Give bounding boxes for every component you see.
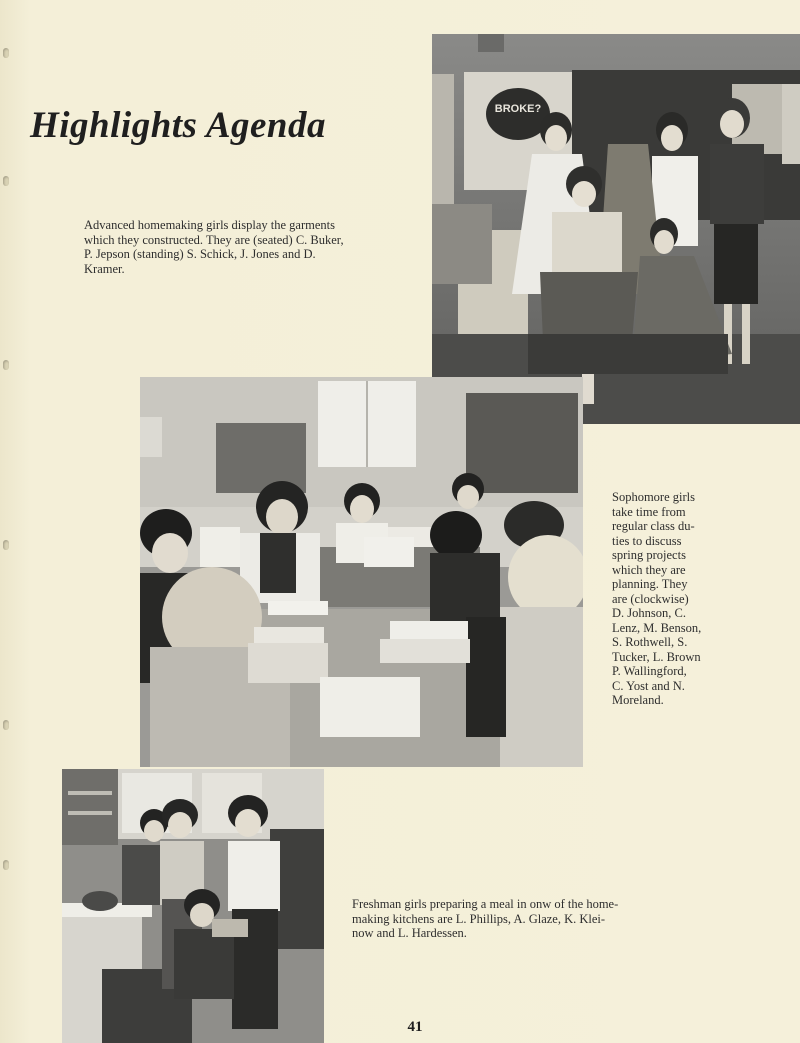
caption-line: P. Jepson (standing) S. Schick, J. Jones and D. [84, 247, 316, 261]
caption-line: regular class du- [612, 519, 695, 533]
caption-line: Moreland. [612, 693, 664, 707]
caption-line: which they are [612, 562, 686, 577]
caption-line: Advanced homemaking girls display the garments [84, 218, 335, 232]
caption-line: S. Rothwell, S. [612, 635, 688, 649]
caption-line: which they constructed. They are (seated) C. Buker, [84, 232, 344, 247]
caption-line: planning. They [612, 577, 688, 591]
caption-line: spring projects [612, 548, 686, 562]
caption-sophomore [612, 490, 730, 708]
caption-line: Sophomore girls [612, 490, 695, 504]
photo-garments-display [432, 34, 800, 424]
poster-text: BROKE? [494, 103, 542, 115]
caption-line: P. Wallingford, [612, 664, 687, 678]
photo-freshman-kitchen [62, 769, 324, 1043]
caption-garments [84, 218, 414, 276]
caption-line: take time from [612, 504, 686, 519]
photo-kitchen-image [62, 769, 324, 1043]
page-title: Highlights Agenda [30, 105, 327, 146]
photo-sophomore-image [140, 377, 583, 767]
caption-line: D. Johnson, C. [612, 606, 686, 620]
binder-hole [3, 860, 9, 870]
caption-freshman [352, 897, 682, 941]
caption-line: now and L. Hardessen. [352, 926, 467, 940]
caption-line: making kitchens are L. Phillips, A. Glaze, K. Klei- [352, 911, 606, 926]
caption-line: Kramer. [84, 261, 125, 276]
caption-line: Lenz, M. Benson, [612, 620, 702, 635]
caption-line: Tucker, L. Brown [612, 649, 701, 664]
binder-hole [3, 540, 9, 550]
binder-hole [3, 360, 9, 370]
caption-line: Freshman girls preparing a meal in onw of the home- [352, 897, 619, 911]
caption-line: C. Yost and N. [612, 678, 685, 693]
binder-hole [3, 720, 9, 730]
photo-sophomore-meeting [140, 377, 583, 767]
photo-garments-image [432, 34, 800, 424]
caption-line: are (clockwise) [612, 591, 689, 606]
caption-line: ties to discuss [612, 533, 682, 548]
page-number: 41 [407, 1019, 423, 1035]
binder-hole [3, 176, 9, 186]
binder-hole [3, 48, 9, 58]
